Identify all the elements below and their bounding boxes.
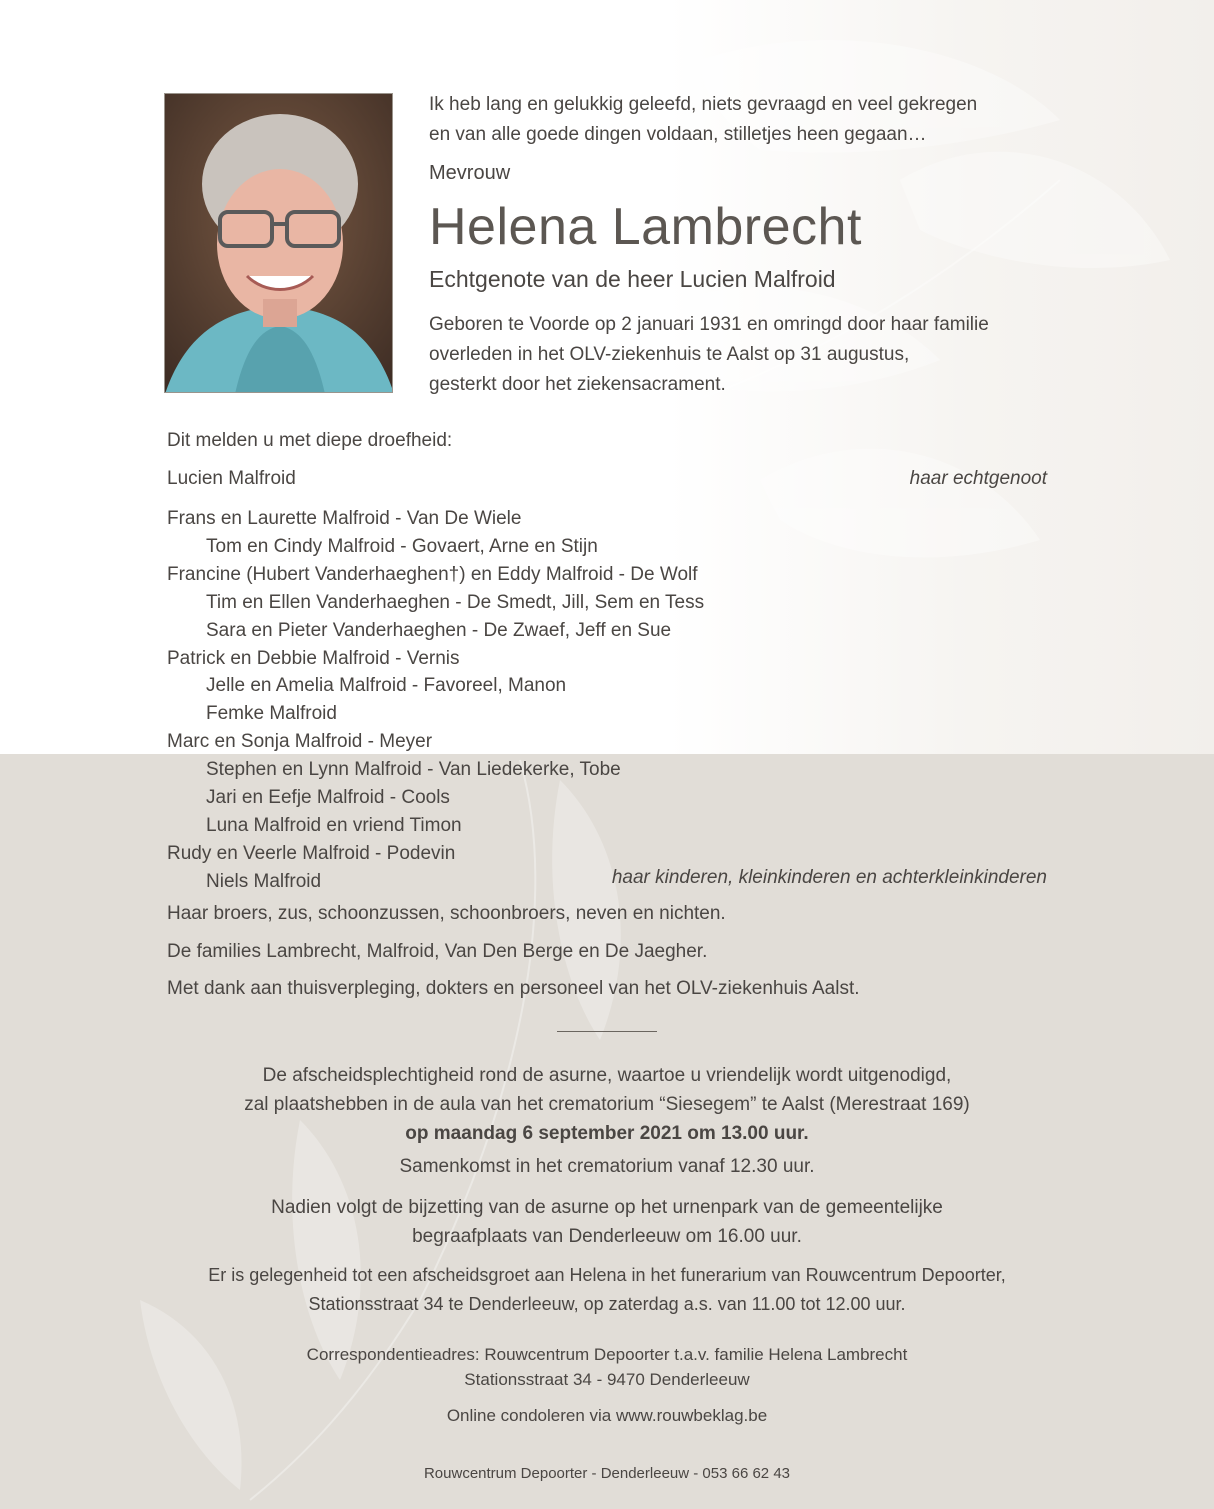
family-line: Jelle en Amelia Malfroid - Favoreel, Manon	[206, 675, 567, 697]
husband-relation: haar echtgenoot	[909, 468, 1047, 489]
children-relation: haar kinderen, kleinkinderen en achterkleinkinderen	[611, 867, 1047, 888]
poem-line: en van alle goede dingen voldaan, stilletjes heen gegaan…	[429, 124, 927, 145]
salutation: Mevrouw	[429, 162, 511, 184]
burial-line: begraafplaats van Denderleeuw om 16.00 uur.	[412, 1226, 802, 1247]
spouse-line: Echtgenote van de heer Lucien Malfroid	[429, 266, 836, 292]
ceremony-line: De afscheidsplechtigheid rond de asurne, waartoe u vriendelijk wordt uitgenodigd,	[262, 1065, 952, 1086]
correspondence-line: Correspondentieadres: Rouwcentrum Depoorter t.a.v. familie Helena Lambrecht	[306, 1345, 908, 1364]
family-line: Marc en Sonja Malfroid - Meyer	[167, 731, 433, 753]
correspondence-line: Stationsstraat 34 - 9470 Denderleeuw	[464, 1370, 750, 1389]
extra-line: Haar broers, zus, schoonzussen, schoonbroers, neven en nichten.	[167, 903, 726, 924]
online-condolence: Online condoleren via www.rouwbeklag.be	[446, 1406, 768, 1425]
birth-death-line: gesterkt door het ziekensacrament.	[429, 374, 726, 395]
family-line: Jari en Eefje Malfroid - Cools	[206, 787, 450, 809]
ceremony-block	[0, 1061, 1214, 1148]
extra-line: Met dank aan thuisverpleging, dokters en personeel van het OLV-ziekenhuis Aalst.	[167, 978, 860, 999]
poem-line: Ik heb lang en gelukkig geleefd, niets gevraagd en veel gekregen	[429, 94, 978, 115]
deceased-name: Helena Lambrecht	[429, 198, 862, 256]
intro-line: Dit melden u met diepe droefheid:	[167, 430, 453, 451]
birth-death-line: overleden in het OLV-ziekenhuis te Aalst op 31 augustus,	[429, 344, 910, 365]
husband-name: Lucien Malfroid	[167, 468, 296, 489]
footer: Rouwcentrum Depoorter - Denderleeuw - 053 66 62 43	[423, 1465, 791, 1482]
birth-death-text	[429, 310, 989, 400]
family-line: Frans en Laurette Malfroid - Van De Wiele	[167, 508, 522, 529]
family-line: Tim en Ellen Vanderhaeghen - De Smedt, Jill, Sem en Tess	[206, 591, 705, 613]
burial-line: Nadien volgt de bijzetting van de asurne op het urnenpark van de gemeentelijke	[271, 1197, 943, 1218]
correspondence-block	[0, 1342, 1214, 1392]
divider	[557, 1031, 657, 1032]
farewell-line: Er is gelegenheid tot een afscheidsgroet aan Helena in het funerarium van Rouwcentrum Depoorter,	[208, 1265, 1006, 1285]
burial-block	[0, 1193, 1214, 1251]
poem	[429, 90, 977, 150]
ceremony-line: zal plaatshebben in de aula van het crematorium “Siesegem” te Aalst (Merestraat 169)	[244, 1094, 970, 1115]
family-line: Luna Malfroid en vriend Timon	[206, 814, 462, 836]
birth-death-line: Geboren te Voorde op 2 januari 1931 en omringd door haar familie	[429, 314, 989, 335]
family-line: Tom en Cindy Malfroid - Govaert, Arne en Stijn	[206, 535, 598, 557]
farewell-block	[0, 1261, 1214, 1319]
family-line: Francine (Hubert Vanderhaeghen†) en Eddy Malfroid - De Wolf	[167, 563, 698, 585]
family-line: Sara en Pieter Vanderhaeghen - De Zwaef, Jeff en Sue	[206, 619, 672, 641]
portrait-photo	[164, 93, 393, 393]
family-line: Rudy en Veerle Malfroid - Podevin	[167, 842, 456, 864]
family-line: Femke Malfroid	[206, 703, 337, 725]
family-line: Patrick en Debbie Malfroid - Vernis	[167, 647, 460, 669]
ceremony-date: op maandag 6 september 2021 om 13.00 uur.	[405, 1123, 809, 1144]
farewell-line: Stationsstraat 34 te Denderleeuw, op zaterdag a.s. van 11.00 tot 12.00 uur.	[308, 1294, 906, 1314]
gathering-line: Samenkomst in het crematorium vanaf 12.30 uur.	[399, 1156, 815, 1177]
family-list	[167, 505, 704, 896]
family-line: Niels Malfroid	[206, 870, 322, 892]
family-line: Stephen en Lynn Malfroid - Van Liedekerke, Tobe	[206, 759, 621, 781]
extra-line: De families Lambrecht, Malfroid, Van Den Berge en De Jaegher.	[167, 941, 708, 962]
